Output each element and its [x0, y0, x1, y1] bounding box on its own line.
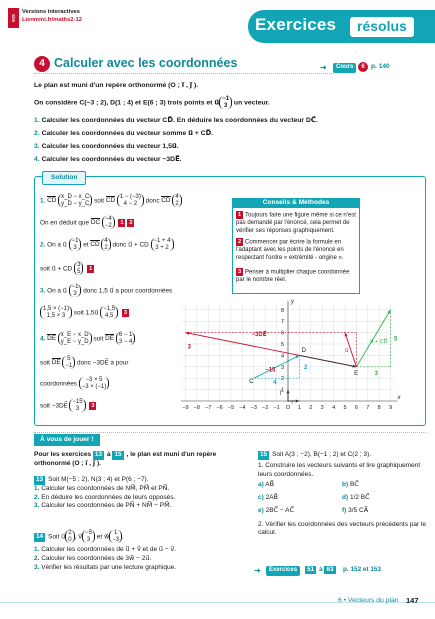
method-marker-2: 2 — [129, 219, 133, 226]
exercise-15: 15 Soit A(3 ; −2), B(−1 ; 2) et C(2 ; 3). 1. Construire les vecteurs suivants et lire graphiquement leurs coordonnées. a) AB⃗ b) BC⃗ c) 2AB⃗ d) 1/2 BC⃗ e) 2BC⃗ − AC⃗ f) 3/5 CA⃗ 2. Vérifier les coordonnées des vecteurs précédents par le calcul. — [258, 451, 427, 537]
label-step-4: 4 — [273, 379, 277, 386]
exercises-range: 51 à 63 — [307, 566, 334, 573]
x-tick-label: 4 — [332, 405, 336, 411]
unit-j-head — [286, 390, 289, 394]
x-tick-label: −2 — [262, 405, 269, 411]
point-d-label: D — [301, 347, 307, 354]
footer-page-number: 147 — [406, 596, 419, 605]
solution-3-line-1: 3. On a u⃗ −1 3 donc 1,5 u⃗ a pour coordonnées — [40, 284, 173, 297]
site-icon: Site — [8, 8, 19, 28]
y-tick-label: 1 — [280, 387, 284, 394]
point-c-label: C — [249, 378, 254, 385]
label-u-plus-cd: u⃗ + CD⃗ — [370, 338, 388, 345]
cours-number: 6 — [358, 62, 368, 72]
x-tick-label: 5 — [343, 405, 347, 411]
x-tick-label: O — [285, 405, 291, 411]
vector-u-head — [345, 333, 348, 337]
solution-4-line-4: soit −3DE⃗ −15 3 3 — [40, 399, 95, 412]
x-tick-label: −9 — [182, 405, 189, 411]
y-tick-label: 5 — [280, 342, 284, 348]
solution-3-line-2: 1,5 × (−1) 1,5 × 3 soit 1,5u⃗ −1,5 4,5 3 — [40, 306, 129, 319]
y-tick-label: 3 — [280, 364, 284, 371]
label-step-5: 5 — [394, 336, 398, 343]
exercise-14-number: 14 — [36, 533, 44, 541]
x-tick-label: 8 — [377, 405, 381, 411]
graph-ticks — [182, 299, 401, 411]
statement-line-2: On considère C(−3 ; 2), D(1 ; 4) et E(6 ; 3) trois points et u⃗ −1 3 un vecteur. — [34, 96, 270, 109]
method-item-1: 1 Toujours faire une figure même si ce n'est pas demandé par l'énoncé, cela permet de vérifier ses réponses graphiquement. — [236, 212, 356, 235]
solution-1-line-2: On en déduit que DC −4 −2 1 2 — [40, 216, 133, 229]
page-title: Exercices — [255, 15, 337, 34]
label-step-3b: 3 — [374, 370, 378, 377]
method-marker-1b: 1 — [89, 265, 93, 272]
solution-4-line-1: 4. DE x_E − x_D y_E − y_D soit DE 6 − 1 3 − 4 — [40, 332, 135, 345]
y-tick-label: 4 — [280, 353, 284, 360]
label-u: u⃗ — [345, 347, 349, 354]
x-tick-label: −1 — [273, 405, 280, 411]
point-e-label: E — [354, 370, 359, 377]
label-minus3de: −3DE⃗ — [251, 332, 267, 339]
solution-2-line-2: soit u⃗ + CD 3 5 1 — [40, 262, 93, 275]
methods-title: Conseils & Méthodes — [232, 198, 360, 208]
footer-chapter: 6 • Vecteurs du plan — [338, 597, 399, 604]
solution-4-line-2: soit DE 5 −1 donc −3DE⃗ a pour — [40, 356, 129, 369]
x-tick-label: 1 — [297, 405, 301, 411]
cours-page-ref[interactable]: p. 140 — [371, 63, 390, 70]
question-4: 4. Calculer les coordonnées du vecteur −3DE⃗. — [34, 156, 182, 163]
interactive-versions-label: Versions interactives — [22, 9, 80, 15]
exercise-15-number: 15 — [260, 451, 268, 458]
graph-labels — [188, 330, 398, 406]
vector-minus3de-head — [185, 332, 189, 335]
label-step-2: 2 — [303, 365, 308, 372]
graph-axes — [181, 298, 398, 402]
solution-2-line-1: 2. On a u⃗ −1 3 et CD 4 2 donc u⃗ + CD −1 + 4 3 + 2 — [40, 238, 174, 251]
question-2: 2. Calculer les coordonnées du vecteur somme u⃗ + CD⃗. — [34, 130, 214, 137]
u-vector-coords: −1 3 — [219, 96, 232, 109]
page-badge: résolus — [350, 17, 414, 37]
x-tick-label: −8 — [193, 405, 200, 411]
x-axis-name: x — [397, 395, 401, 401]
y-tick-label: 6 — [280, 330, 284, 337]
y-tick-label: 7 — [280, 319, 284, 326]
exercise-13-number: 13 — [36, 476, 44, 483]
question-3: 3. Calculer les coordonnées du vecteur 1,5u⃗. — [34, 143, 179, 150]
section-number: 4 — [34, 56, 50, 72]
method-marker-1: 1 — [120, 219, 124, 226]
interactive-link[interactable]: Lienmini.fr/maths2-12 — [22, 17, 82, 23]
coordinate-graph — [170, 297, 400, 422]
exercises-arrow-icon: ➜ — [254, 566, 261, 575]
question-1: 1. Calculer les coordonnées du vecteur CD⃗. En déduire les coordonnées du vecteur DC⃗. — [34, 117, 318, 124]
x-tick-label: −5 — [227, 405, 235, 411]
statement-line-1: Le plan est muni d'un repère orthonormé (O ; i⃗ , j⃗ ). — [34, 82, 199, 89]
x-tick-label: 7 — [366, 405, 370, 411]
solution-4-line-3: coordonnées −3 × 5 −3 × (−1) — [40, 377, 109, 390]
exercise-divider — [34, 432, 426, 433]
method-marker-3: 3 — [123, 309, 127, 316]
x-tick-label: 9 — [389, 405, 393, 411]
label-i: i⃗ — [291, 400, 293, 406]
x-tick-label: 6 — [354, 405, 358, 411]
label-step-3a: 3 — [187, 344, 192, 351]
method-item-2: 2 Commencer par écrire la formule en l'adaptant avec les points de l'énoncé en respectant l'ordre « extrémité - origine ». — [236, 239, 344, 262]
section-divider — [34, 73, 334, 74]
x-tick-label: −6 — [216, 405, 223, 411]
exercise-13: 13 Soit M(−5 ; 2), N(3 ; 4) et P(6 ; −7). 1. Calculer les coordonnées de NM⃗, PM⃗ et PN⃗. 2. En déduire les coordonnées de leurs opposés. 3. Calculer les coordonnées de PN⃗ + NM⃗ − PM⃗. — [34, 476, 176, 510]
exercises-chip[interactable]: Exercices — [266, 566, 300, 576]
cours-chip[interactable]: Cours — [333, 63, 356, 73]
exercises-page-ref[interactable]: p. 152 et 153 — [343, 566, 382, 573]
unit-i-head — [296, 399, 300, 402]
y-axis-name: y — [291, 298, 294, 305]
label-j: j⃗ — [280, 390, 282, 397]
x-tick-label: 2 — [309, 405, 313, 411]
method-marker-3b: 3 — [91, 402, 95, 409]
label-step-15: −15 — [265, 367, 276, 374]
exercise-14: 14 Soit u⃗ 2 0 , v⃗ −5 3 et w⃗ 1 −3 . 1. Calculer les coordonnées de u⃗ + v⃗ et de u⃗ − v⃗. 2. Calculer les coordonnées de 3w⃗ − 2u⃗. 3. Vérifier les résultats par une lecture graphique. — [34, 530, 177, 571]
solution-label: Solution — [42, 171, 86, 185]
vous-de-jouer-label: À vous de jouer ! — [34, 434, 100, 446]
x-tick-label: 3 — [320, 405, 324, 411]
solution-1-line-1: 1. CD x_D − x_C y_D − y_C soit CD 1 − (−3) 4 − 2 donc CD 4 2 — [40, 194, 182, 207]
cours-arrow-icon: ➜ — [320, 63, 327, 72]
y-tick-label: 2 — [280, 376, 284, 383]
method-item-3: 3 Penser à multiplier chaque coordonnée par le nombre réel. — [236, 269, 350, 284]
x-tick-label: −3 — [250, 405, 257, 411]
exercise-intro: Pour les exercices 13 à 15 , le plan est muni d'un repère orthonormé (O ; i⃗ , j⃗ ). — [34, 451, 217, 467]
section-title: Calculer avec les coordonnées — [54, 56, 238, 70]
x-tick-label: −4 — [239, 405, 246, 411]
y-tick-label: 8 — [280, 307, 284, 314]
x-tick-label: −7 — [205, 405, 212, 411]
vector-de — [299, 355, 356, 366]
